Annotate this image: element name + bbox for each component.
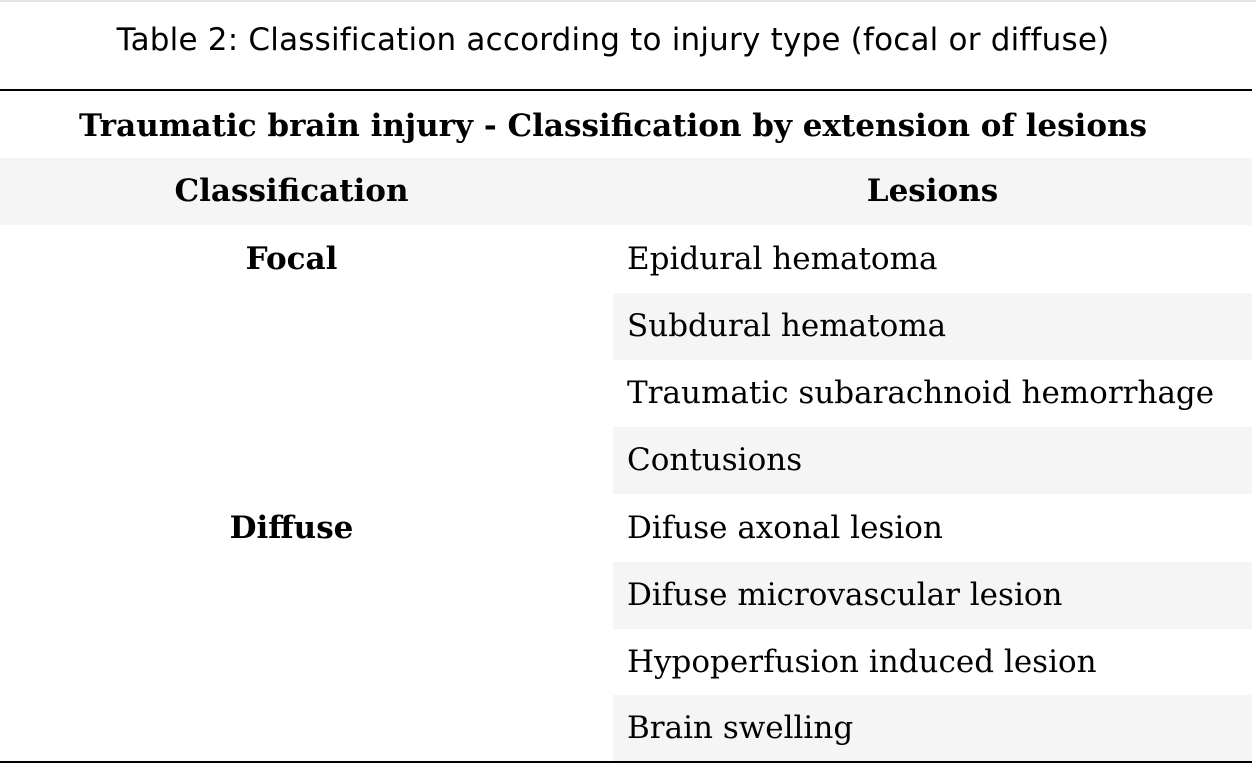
table-row (0, 293, 1252, 360)
lesion-text: Brain swelling (627, 710, 854, 746)
table-top-rule (0, 89, 1252, 91)
lesion-text: Contusions (627, 442, 803, 478)
table-row (0, 629, 1252, 696)
table-header-row (0, 158, 1252, 225)
table-row (0, 226, 1252, 293)
table-title: Traumatic brain injury - Classification by extension of lesions (78, 108, 1148, 144)
lesion-cell (613, 695, 1252, 762)
table-row (0, 495, 1252, 562)
lesion-cell (613, 360, 1252, 427)
lesion-text: Subdural hematoma (627, 308, 947, 344)
header-lesions: Lesions (866, 173, 999, 209)
header-classification: Classification (174, 173, 409, 209)
table-row (0, 360, 1252, 427)
table-row (0, 427, 1252, 494)
lesion-cell (613, 629, 1252, 696)
table-row (0, 562, 1252, 629)
lesion-cell (613, 226, 1252, 293)
lesion-cell (613, 293, 1252, 360)
page-top-border (0, 0, 1256, 2)
table-caption: Table 2: Classification according to injury type (focal or diffuse) (116, 22, 1110, 58)
lesion-cell (613, 495, 1252, 562)
lesion-text: Hypoperfusion induced lesion (627, 644, 1097, 680)
lesion-cell (613, 562, 1252, 629)
lesion-text: Epidural hematoma (627, 241, 938, 277)
table-bottom-rule (0, 761, 1252, 763)
lesion-cell (613, 427, 1252, 494)
lesion-text: Traumatic subarachnoid hemorrhage (627, 375, 1215, 411)
table-row (0, 695, 1252, 762)
classification-diffuse: Diffuse (229, 510, 354, 546)
lesion-text: Difuse microvascular lesion (627, 577, 1063, 613)
lesion-text: Difuse axonal lesion (627, 510, 943, 546)
classification-focal: Focal (245, 241, 338, 277)
